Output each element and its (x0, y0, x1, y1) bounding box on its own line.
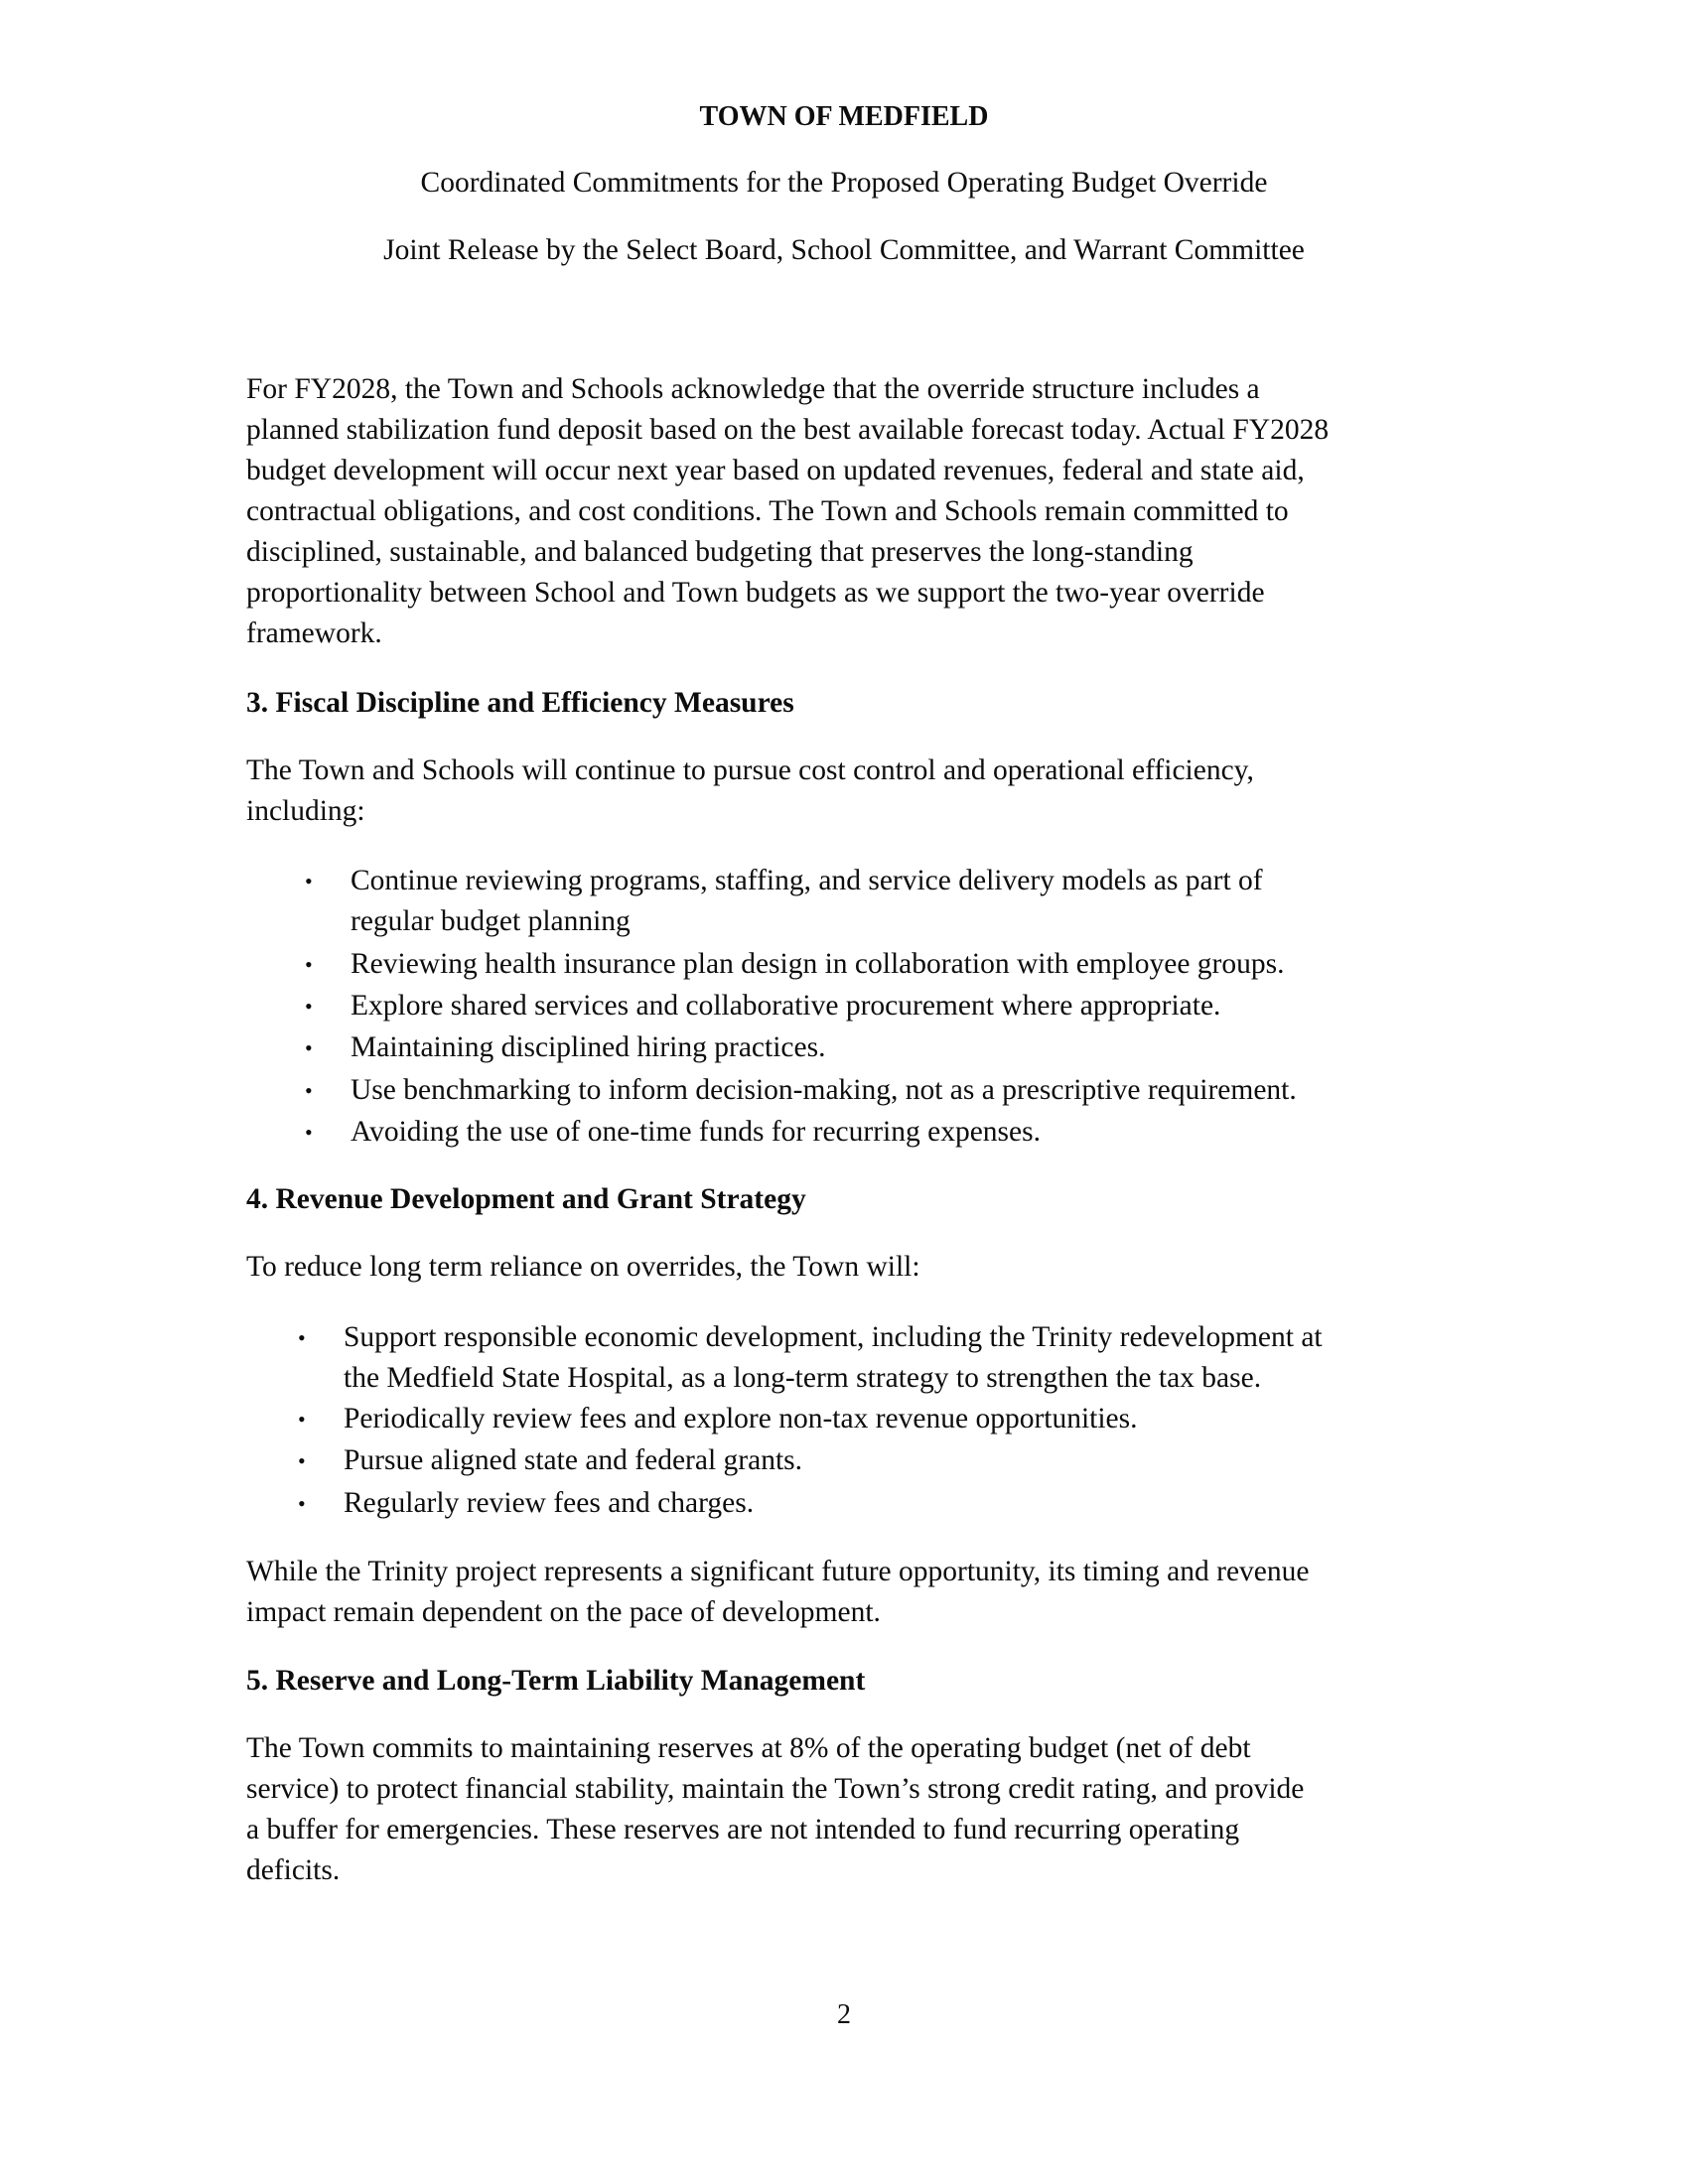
list-item-text: Continue reviewing programs, staffing, and service delivery models as part of (351, 865, 1263, 896)
list-item-text: Explore shared services and collaborative procurement where appropriate. (351, 990, 1221, 1022)
paragraph-line: including: (246, 795, 365, 827)
paragraph-line: planned stabilization fund deposit based on the best available forecast today. Actual FY2028 (246, 414, 1330, 446)
section-heading: 4. Revenue Development and Grant Strategy (246, 1183, 806, 1215)
list-item-text: Avoiding the use of one-time funds for recurring expenses. (351, 1116, 1041, 1148)
paragraph-line: framework. (246, 617, 382, 649)
section-heading: 3. Fiscal Discipline and Efficiency Measures (246, 687, 794, 719)
bullet-icon: • (298, 1407, 306, 1432)
list-item-text: Regularly review fees and charges. (344, 1487, 755, 1519)
paragraph-line: impact remain dependent on the pace of development. (246, 1596, 881, 1628)
paragraph-line: For FY2028, the Town and Schools acknowledge that the override structure includes a (246, 373, 1260, 405)
paragraph-line: While the Trinity project represents a significant future opportunity, its timing and revenue (246, 1556, 1310, 1587)
release-line: Joint Release by the Select Board, School Committee, and Warrant Committee (383, 234, 1305, 266)
paragraph-line: The Town commits to maintaining reserves at 8% of the operating budget (net of debt (246, 1732, 1251, 1764)
bullet-icon: • (298, 1448, 306, 1473)
bullet-icon: • (305, 952, 313, 977)
paragraph-line: The Town and Schools will continue to pursue cost control and operational efficiency, (246, 754, 1254, 786)
paragraph-line: disciplined, sustainable, and balanced budgeting that preserves the long-standing (246, 536, 1194, 568)
bullet-icon: • (298, 1325, 306, 1350)
paragraph-line: budget development will occur next year based on updated revenues, federal and state aid, (246, 455, 1305, 486)
document-subtitle: Coordinated Commitments for the Proposed Operating Budget Override (420, 167, 1268, 199)
list-item-text: regular budget planning (351, 905, 631, 937)
list-item-text: Reviewing health insurance plan design in collaboration with employee groups. (351, 948, 1285, 980)
section-heading: 5. Reserve and Long-Term Liability Management (246, 1665, 866, 1697)
bullet-icon: • (305, 1078, 313, 1103)
paragraph-line: To reduce long term reliance on overrides, the Town will: (246, 1251, 920, 1283)
bullet-icon: • (298, 1491, 306, 1516)
bullet-icon: • (305, 869, 313, 893)
bullet-icon: • (305, 1120, 313, 1145)
paragraph-line: a buffer for emergencies. These reserves are not intended to fund recurring operating (246, 1814, 1240, 1845)
list-item-text: the Medfield State Hospital, as a long-term strategy to strengthen the tax base. (344, 1362, 1262, 1394)
page-number: 2 (837, 1999, 851, 2030)
paragraph-line: service) to protect financial stability, maintain the Town’s strong credit rating, and provide (246, 1773, 1305, 1805)
list-item-text: Support responsible economic development, including the Trinity redevelopment at (344, 1321, 1323, 1353)
list-item-text: Pursue aligned state and federal grants. (344, 1444, 803, 1476)
list-item-text: Use benchmarking to inform decision-making, not as a prescriptive requirement. (351, 1074, 1297, 1106)
list-item-text: Maintaining disciplined hiring practices. (351, 1031, 826, 1063)
document-title: TOWN OF MEDFIELD (699, 101, 989, 132)
bullet-icon: • (305, 1035, 313, 1060)
paragraph-line: contractual obligations, and cost conditions. The Town and Schools remain committed to (246, 495, 1289, 527)
list-item-text: Periodically review fees and explore non-tax revenue opportunities. (344, 1403, 1138, 1434)
bullet-icon: • (305, 994, 313, 1019)
paragraph-line: proportionality between School and Town budgets as we support the two-year override (246, 577, 1265, 609)
paragraph-line: deficits. (246, 1854, 341, 1886)
